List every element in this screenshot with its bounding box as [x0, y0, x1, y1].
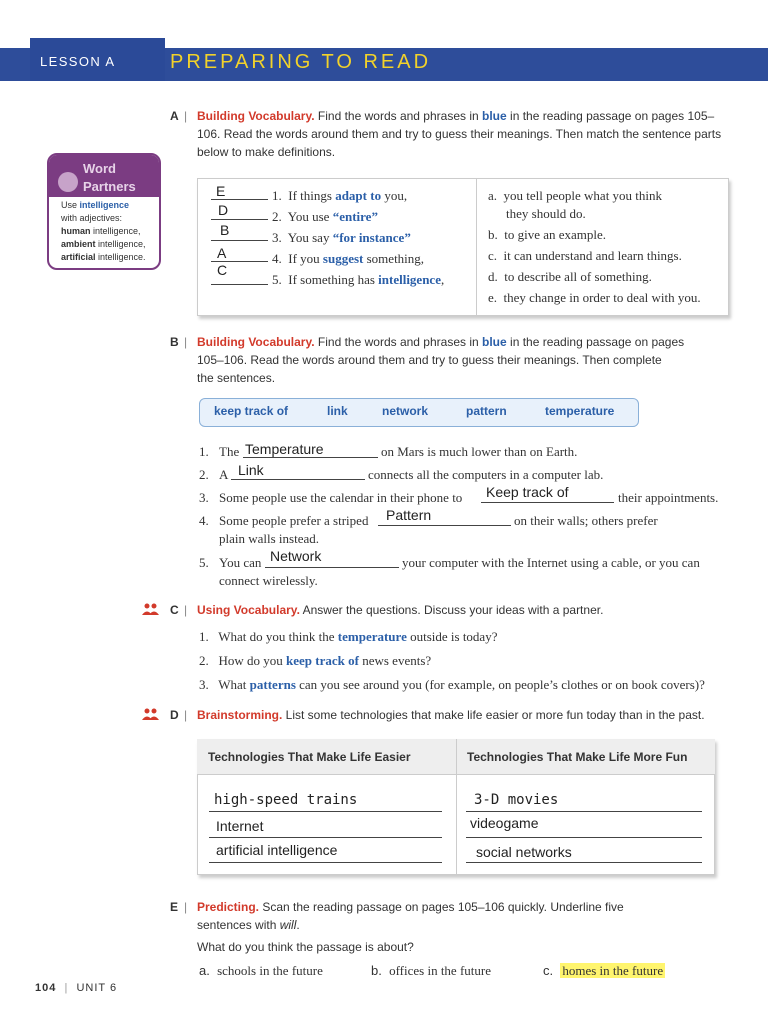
sentence-5-cont: connect wirelessly. [219, 573, 318, 588]
page-title: PREPARING TO READ [170, 51, 432, 73]
sentence-2-answer[interactable]: Link [238, 462, 264, 478]
match-blank-3 [211, 240, 268, 241]
match-answer-3[interactable]: B [220, 222, 230, 238]
match-item-3: 3. You say “for instance” [272, 230, 411, 245]
word-partners-title-1: Word [83, 161, 116, 176]
section-d-pipe: | [184, 708, 188, 722]
match-item-4: 4. If you suggest something, [272, 251, 425, 266]
sentence-5-answer[interactable]: Network [270, 548, 322, 564]
word-bank-item: link [327, 404, 348, 418]
column-header-fun: Technologies That Make Life More Fun [467, 750, 688, 764]
sentence-1-blank [243, 457, 378, 458]
easier-entry-1[interactable]: high-speed trains [214, 792, 358, 808]
match-option-d: d. to describe all of something. [488, 269, 652, 284]
sentence-4-answer[interactable]: Pattern [386, 507, 432, 523]
match-answer-5[interactable]: C [217, 262, 228, 278]
page-footer: 104 | UNIT 6 [35, 982, 118, 994]
sentence-2-pre: A [219, 467, 229, 482]
sentence-2-num: 2. [199, 467, 209, 482]
match-blank-2 [211, 219, 268, 220]
column-header-easier: Technologies That Make Life Easier [208, 750, 411, 764]
sentence-4-post: on their walls; others prefer [514, 513, 658, 528]
section-e-question: What do you think the passage is about? [197, 940, 414, 954]
match-blank-5 [211, 284, 268, 285]
fun-entry-2[interactable]: videogame [470, 815, 539, 831]
fun-entry-1[interactable]: 3-D movies [474, 792, 559, 808]
easier-entry-2[interactable]: Internet [216, 818, 264, 834]
brainstorm-table-divider [456, 739, 457, 875]
section-d-instructions: Brainstorming. List some technologies that make life easier or more fun today than in the past. [197, 708, 705, 722]
sentence-3-answer[interactable]: Keep track of [486, 484, 569, 500]
section-b-pipe: | [184, 335, 188, 349]
sentence-5-blank [265, 567, 399, 568]
section-e-pipe: | [184, 900, 188, 914]
match-option-b: b. to give an example. [488, 227, 607, 242]
match-option-e: e. they change in order to deal with you. [488, 290, 701, 305]
sentence-4-cont: plain walls instead. [219, 531, 320, 546]
match-option-a: a. you tell people what you think [488, 188, 663, 203]
unit-label: UNIT 6 [76, 982, 118, 994]
matching-divider [476, 178, 477, 316]
word-bank-item: keep track of [214, 404, 289, 418]
section-b-instructions: Building Vocabulary. Find the words and phrases in blue in the reading passage on pages 105–106. Read the words around them and try to guess their meanings. Then complete the sentences. [197, 335, 685, 385]
section-a-pipe: | [184, 109, 188, 123]
sentence-3-blank [481, 502, 614, 503]
sentence-1-pre: The [219, 444, 240, 459]
lesson-label: LESSON A [40, 54, 116, 69]
fun-line-2 [466, 837, 702, 838]
sentence-5-pre: You can [219, 555, 262, 570]
sentence-1-post: on Mars is much lower than on Earth. [381, 444, 578, 459]
sentence-3-pre: Some people use the calendar in their phone to [219, 490, 463, 505]
sentence-1-answer[interactable]: Temperature [245, 441, 324, 457]
match-answer-4[interactable]: A [217, 245, 227, 261]
question-2: 2. How do you keep track of news events? [199, 653, 432, 668]
fun-line-1 [466, 811, 702, 812]
match-item-2: 2. You use “entire” [272, 209, 378, 224]
word-partners-icon [58, 172, 78, 192]
sentence-5-post: your computer with the Internet using a cable, or you can [402, 555, 700, 570]
sentence-1-num: 1. [199, 444, 209, 459]
fun-entry-3[interactable]: social networks [476, 844, 572, 860]
easier-line-2 [209, 837, 442, 838]
match-answer-1[interactable]: E [216, 183, 226, 199]
section-c-instructions: Using Vocabulary. Answer the questions. Discuss your ideas with a partner. [197, 603, 604, 617]
option-b[interactable]: b. offices in the future [371, 963, 491, 978]
section-e-instructions: Predicting. Scan the reading passage on pages 105–106 quickly. Underline five sentences with will. [197, 900, 624, 932]
question-3: 3. What patterns can you see around you (for example, on people’s clothes or on book covers)? [199, 677, 705, 692]
section-b-letter: B [170, 335, 179, 349]
option-a[interactable]: a. schools in the future [199, 963, 323, 978]
word-partners-header [49, 155, 159, 197]
easier-line-1 [209, 811, 442, 812]
sentence-3-num: 3. [199, 490, 209, 505]
section-d-letter: D [170, 708, 179, 722]
sentence-3-post: their appointments. [618, 490, 719, 505]
section-e-letter: E [170, 900, 179, 914]
match-item-5: 5. If something has intelligence, [272, 272, 445, 287]
word-bank-item: pattern [466, 404, 507, 418]
sentence-4-blank [378, 525, 511, 526]
fun-line-3 [466, 862, 702, 863]
option-c[interactable]: c. homes in the future [543, 963, 664, 978]
match-blank-1 [211, 199, 268, 200]
easier-line-3 [209, 862, 442, 863]
page-number: 104 [35, 982, 57, 994]
sentence-4-num: 4. [199, 513, 209, 528]
word-bank-item: temperature [545, 404, 615, 418]
easier-entry-3[interactable]: artificial intelligence [216, 842, 338, 858]
word-partners-box [47, 153, 161, 270]
section-c-pipe: | [184, 603, 188, 617]
match-item-1: 1. If things adapt to you, [272, 188, 408, 203]
match-option-c: c. it can understand and learn things. [488, 248, 682, 263]
sentence-5-num: 5. [199, 555, 209, 570]
match-answer-2[interactable]: D [218, 202, 229, 218]
partner-icon [142, 603, 160, 615]
section-a-letter: A [170, 109, 179, 123]
word-bank-item: network [382, 404, 429, 418]
match-option-a-cont: they should do. [506, 206, 586, 221]
word-partners-body: Use intelligence with adjectives: human intelligence, ambient intelligence, artificial intelligence. [61, 200, 146, 262]
sentence-4-pre: Some people prefer a striped [219, 513, 369, 528]
question-1: 1. What do you think the temperature outside is today? [199, 629, 498, 644]
section-c-letter: C [170, 603, 179, 617]
partner-icon [142, 708, 160, 720]
sentence-2-post: connects all the computers in a computer lab. [368, 467, 604, 482]
section-a-instructions: Building Vocabulary. Find the words and phrases in blue in the reading passage on pages 105–106. Read the words around them and try to guess their meanings. Then match the sentence parts below to make definitions. [197, 109, 722, 159]
highlighted-answer: homes in the future [562, 963, 664, 978]
sentence-2-blank [231, 479, 365, 480]
word-partners-title-2: Partners [83, 179, 136, 194]
